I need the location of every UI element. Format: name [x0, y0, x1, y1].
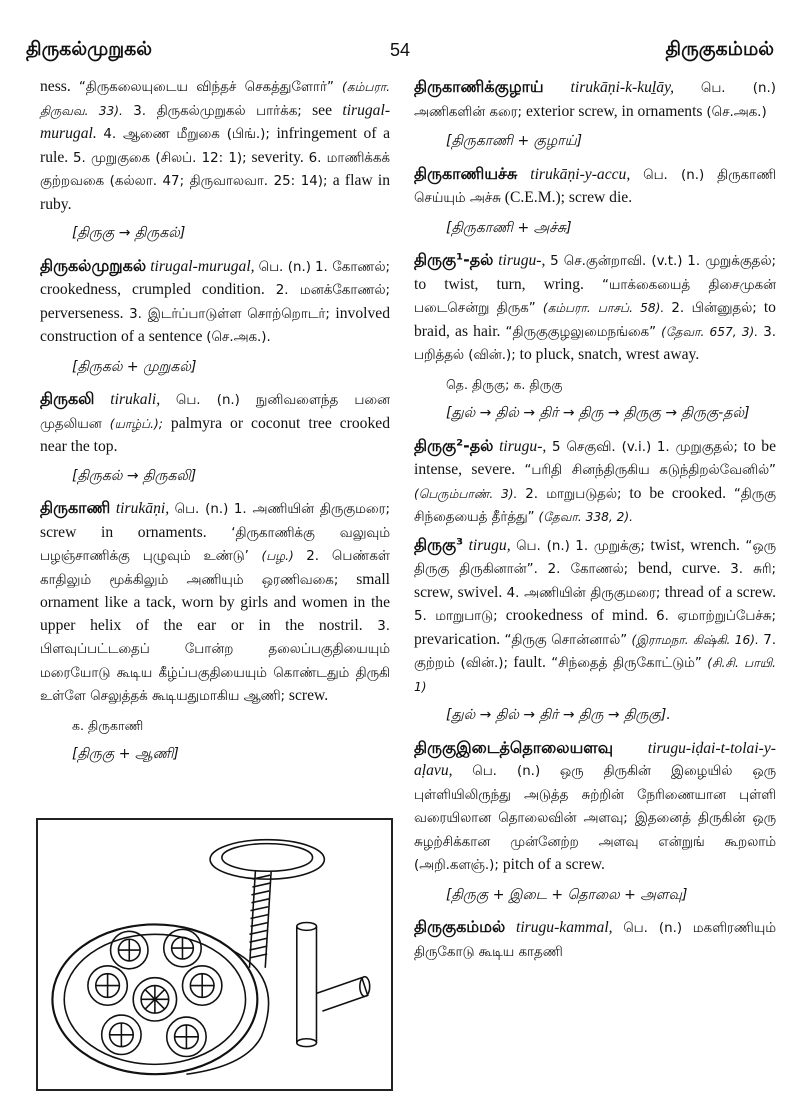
running-head-left: திருகல்முறுகல் — [26, 38, 153, 60]
screw-earring-illustration — [36, 818, 393, 1091]
part-of-speech: 5 செ.குன்றாவி. (v.t.) — [550, 254, 683, 269]
en-text: small ornament like a tack, worn by girls and women in the upper helix of the ear or in the nostril. — [40, 570, 390, 634]
ta-text: 2. மாறுபடுதல்; — [525, 486, 622, 502]
entry-tirukali — [40, 388, 390, 459]
source-ref: (செ.அக.). — [206, 330, 271, 345]
ta-text: நுனிவளைந்த பனை முதலியன — [40, 393, 390, 432]
ta-text: 2. கோணல்; — [547, 562, 629, 577]
ta-text: மகளிரணியும் திருகோடு கூடிய காதணி — [414, 921, 776, 960]
transliteration: tirugu-, — [498, 252, 546, 269]
transliteration: tirukāṇi-k-kuḻāy, — [570, 79, 675, 96]
ta-text: 6. ஏமாற்றுப்பேச்சு; — [656, 609, 777, 624]
headword: திருகல்முறுகல் — [40, 255, 147, 275]
ta-text: 1. முறுக்குதல்; — [687, 254, 776, 269]
ta-text: 3. பிளவுப்பட்டதைப் போன்ற தலைப்பகுதியையும் மரையோடு கூடிய கீழ்ப்பகுதியையும் கொண்டதும் திருகி உள்ளே செலுத்தக் கூடியதுமாகிய ஆணி; — [40, 618, 390, 704]
ta-text: 1. கோணல்; — [315, 259, 390, 275]
en-text: (C.E.M.); screw die. — [504, 189, 633, 206]
en-text: involved construction of a sentence — [40, 304, 390, 345]
running-head-right: திருகுகம்மல் — [665, 38, 774, 60]
ta-text: 3. இடர்ப்பாடுள்ள சொற்றொடர்; — [129, 306, 330, 322]
quote: “திருகு சிந்தையைத் தீர்த்து” — [414, 486, 776, 525]
post — [297, 926, 317, 1042]
source-ref: (இராமநா. கிஷ்கி. 16). — [631, 632, 759, 647]
transliteration: tirukali, — [110, 391, 161, 408]
cognate: க. திருகாணி — [72, 717, 144, 733]
en-text: severity. — [251, 148, 304, 166]
etymology: [திருகாணி + அச்சு] — [446, 219, 572, 236]
quote: “ஒரு திருகு திருகினான்”. — [414, 538, 776, 577]
transliteration: tirugu-, — [499, 437, 547, 455]
etymology: [துல் → தில் → திர் → திரு → திருகு]. — [446, 707, 671, 723]
etymology: [துல் → தில் → திர் → திரு → திருகு → திருகு-தல்] — [446, 405, 750, 421]
ta-text: 7. குற்றம் (வின்.); — [414, 632, 776, 671]
ta-text: 4. ஆணை மீறுகை (பிங்.); — [103, 127, 270, 142]
entry-tirugu-2 — [414, 435, 776, 530]
source-ref: (சி.சி. பாயி. 1) — [414, 656, 777, 694]
headword: திருகாணியச்சு — [414, 163, 518, 183]
source-ref: (பழ.) — [261, 549, 294, 563]
etymology: [திருகல் + முறுகல்] — [72, 358, 197, 375]
quote: “சிந்தைத் திருகோட்டும்” — [551, 656, 702, 671]
part-of-speech: பெ. (n.) — [175, 393, 240, 408]
part-of-speech: பெ. (n.) — [258, 259, 311, 275]
entry-tirukani-y-accu — [414, 163, 776, 211]
etymology: [திருகாணி + குழாய்] — [446, 133, 583, 149]
en-text: perverseness. — [40, 304, 124, 322]
etymology: [திருகு + இடை + தொலை + அளவு] — [446, 886, 688, 903]
en-text: to twist, turn, wring. — [414, 275, 584, 293]
transliteration: tirugal-murugal, — [150, 257, 255, 275]
page-number: 54 — [389, 40, 411, 60]
page-header — [22, 38, 778, 68]
etymology: [திருகு → திருகல்] — [72, 225, 186, 241]
left-column — [40, 76, 390, 776]
en-text: fault. — [513, 654, 546, 671]
earring-drawing — [38, 820, 391, 1089]
headword: திருகாணிக்குழாய் — [414, 77, 544, 96]
en-text: to braid, as hair. — [414, 299, 776, 340]
part-of-speech: 5 செகுவி. (v.i.) — [551, 439, 652, 455]
en-text: palmyra or coconut tree crooked near the top. — [40, 414, 390, 455]
transliteration: tirukāṇi-y-accu, — [530, 165, 631, 183]
ta-text: 5. முறுகுகை (சிலப். 12: 1); — [73, 150, 247, 166]
etymology: [திருகல் → திருகலி] — [72, 467, 197, 484]
etymology: [திருகு + ஆணி] — [72, 746, 179, 762]
part-of-speech: பெ. (n.) — [623, 921, 683, 936]
ta-text: 1. அணியின் திருகுமரை; — [233, 502, 390, 517]
ta-text: 3. திருகல்முறுகல் பார்க்க; — [133, 103, 302, 119]
en-text: crookedness of mind. — [505, 607, 649, 624]
ta-text: 3. சுரி; — [730, 562, 776, 577]
en-text: twist, wrench. — [650, 536, 740, 554]
ta-text: 2. பெண்கள் காதிலும் மூக்கிலும் அணியும் ஒரணிவகை; — [40, 549, 390, 588]
en-text: crookedness, crumpled condition. — [40, 281, 265, 298]
quote: “திருகுகுழலுமைநங்கை” — [505, 324, 657, 340]
transliteration: tirukāṇi, — [115, 500, 170, 517]
headword: திருகுஇடைத்தொலையளவு — [414, 737, 614, 757]
source-ref: (பெரும்பாண். 3). — [414, 486, 518, 501]
headword: திருகு¹-தல் — [414, 250, 494, 269]
headword: திருகு³ — [414, 534, 464, 554]
source-ref: (அறி.களஞ்.); — [414, 858, 499, 873]
ta-text: 1. முறுகுதல்; — [656, 439, 738, 455]
source-ref: (தேவா. 338, 2). — [538, 510, 634, 524]
part-of-speech: பெ. (n.) — [516, 538, 570, 554]
entry-tirukani — [40, 497, 390, 709]
entry-tirugu-idai-t-tolai-y-alavu — [414, 737, 776, 878]
en-text: ness. — [40, 78, 71, 95]
source-ref: (தேவா. 657, 3). — [661, 324, 759, 339]
en-text: to be crooked. — [629, 484, 726, 502]
en-text: see — [312, 101, 333, 119]
transliteration: tirugu-kammal, — [515, 919, 613, 936]
ta-text: 1. முறுக்கு; — [575, 538, 645, 554]
en-text: thread of a screw. — [664, 583, 776, 601]
source-ref: (கம்பரா. திருவவ. 33). — [40, 80, 390, 118]
ta-text: திருகாணி செய்யும் அச்சு — [414, 167, 776, 206]
part-of-speech: பெ. (n.) — [472, 764, 541, 779]
en-text: screw, swivel. — [414, 583, 503, 601]
entry-tirugu-kammal — [414, 916, 776, 964]
quote: “யாக்கையைத் திசைமுகன் படைசென்று திருக” — [414, 277, 776, 316]
part-of-speech: பெ. (n.) — [174, 502, 229, 517]
ta-text: 5. மாறுபாடு; — [414, 609, 498, 624]
ta-text: 3. பறித்தல் (வின்.); — [414, 324, 776, 363]
en-text: bend, curve. — [637, 560, 721, 577]
transliteration: tirugu-iḍai-t-tolai-y-aḷavu, — [414, 739, 776, 779]
back-disc — [210, 840, 324, 879]
en-text: prevarication. — [414, 630, 501, 648]
quote: “திருகு சொன்னால்” — [504, 632, 628, 648]
headword: திருகுகம்மல் — [414, 917, 506, 936]
quote: “திருகலையுடைய விந்தச் செகத்துளோர்” — [78, 80, 334, 95]
en-text: screw. — [288, 687, 329, 704]
en-text: to be intense, severe. — [414, 437, 777, 478]
headword: திருகலி — [40, 389, 95, 408]
ta-text: 4. அணியின் திருகுமரை; — [506, 585, 661, 601]
entry-tirukani-k-kulay — [414, 76, 776, 124]
entry-tirugu-3 — [414, 534, 776, 699]
part-of-speech: பெ. (n.) — [700, 81, 776, 96]
entry-tirugu-1 — [414, 249, 776, 368]
ta-text: ஒரு திருகின் இழையில் ஒரு புள்ளியிலிருந்து அடுத்த சுற்றின் நேரிணையான புள்ளி வரையிலான தொலைவின் அளவு; இதனைத் திருகின் ஒரு சுழற்சிக்கான முன்னேற்ற அளவு என்றுங் கூறலாம் — [414, 764, 777, 850]
headword: திருகாணி — [40, 498, 111, 517]
quote: ‘திருகாணிக்கு வலுவும் பழஞ்சாணிக்கு புழுவும் உண்டு’ — [40, 525, 390, 564]
source-ref: (செ.அக.) — [706, 104, 767, 120]
en-text: a flaw in ruby. — [40, 172, 390, 213]
ta-text: அணிகளின் கரை; — [414, 104, 523, 120]
source-ref: (கம்பரா. பாசப். 58). — [542, 301, 665, 315]
entry-tirugal-murugal — [40, 255, 390, 350]
part-of-speech: பெ. (n.) — [643, 167, 705, 183]
en-text: infringement of a rule. — [40, 125, 390, 166]
headword: திருகு²-தல் — [414, 435, 494, 455]
continued-entry — [40, 76, 390, 216]
ta-text: 6. மாணிக்கக் குற்றவகை (கல்லா. 47; திருவாலவா. 25: 14); — [40, 150, 390, 189]
cognate: தெ. திருகு; க. திருகு — [446, 376, 563, 392]
ta-text: 2. மனக்கோணல்; — [275, 283, 390, 298]
en-text: exterior screw, in ornaments — [525, 102, 703, 120]
en-text: pitch of a screw. — [502, 856, 605, 873]
en-text: to pluck, snatch, wrest away. — [519, 346, 700, 363]
transliteration: tirugu, — [468, 536, 511, 554]
source-ref: (யாழ்ப்.); — [109, 416, 163, 431]
cross-ref: tirugal-murugal. — [40, 101, 391, 142]
en-text: screw in ornaments. — [40, 523, 207, 541]
ta-text: 2. பின்னுதல்; — [671, 301, 757, 316]
quote: “பரிதி சினந்திருகிய கடுந்திறல்வேனில்” — [524, 463, 776, 478]
right-column — [414, 76, 776, 968]
